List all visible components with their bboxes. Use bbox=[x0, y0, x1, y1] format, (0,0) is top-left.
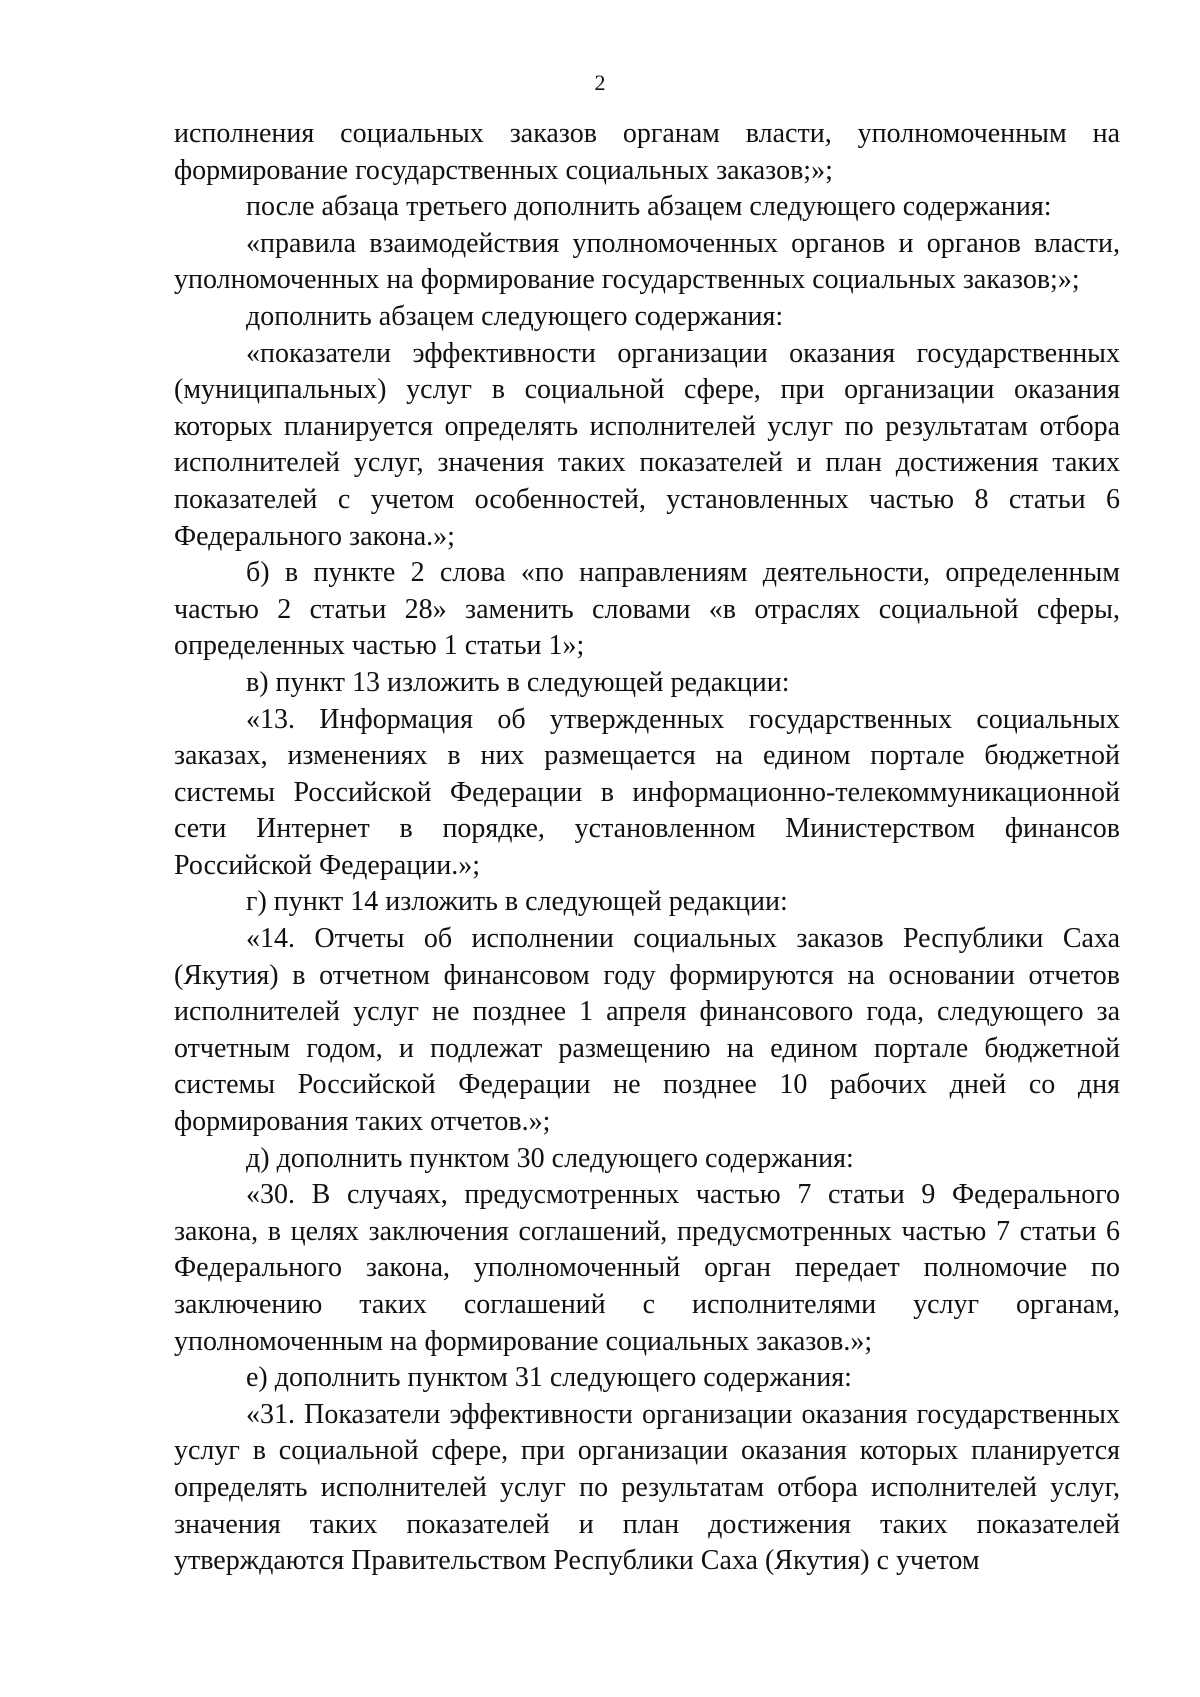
paragraph-continuation: исполнения социальных заказов органам власти, уполномоченным на формирование государственных социальных заказов;»; bbox=[174, 118, 1120, 186]
paragraph-clause-13: «13. Информация об утвержденных государственных социальных заказах, изменениях в них размещается на едином портале бюджетной системы Российской Федерации в информационно-телекоммуникационной сети Интернет в порядке, установленном Министерством финансов Российской Федерации.»; bbox=[174, 703, 1120, 881]
paragraph-item-e: е) дополнить пунктом 31 следующего содержания: bbox=[246, 1362, 852, 1394]
paragraph-quoted-indicators: «показатели эффективности организации оказания государственных (муниципальных) услуг в социальной сфере, при организации оказания которых планируется определять исполнителей услуг по результатам отбора исполнителей услуг, значения таких показателей и план достижения таких показателей с учетом особенностей, установленных частью 8 статьи 6 Федерального закона.»; bbox=[174, 337, 1120, 552]
paragraph-amendment-intro: дополнить абзацем следующего содержания: bbox=[246, 300, 784, 332]
paragraph-item-v: в) пункт 13 изложить в следующей редакции: bbox=[246, 666, 790, 698]
paragraph-item-d: д) дополнить пунктом 30 следующего содержания: bbox=[246, 1142, 854, 1174]
paragraph-quoted-rules: «правила взаимодействия уполномоченных органов и органов власти, уполномоченных на формирование государственных социальных заказов;»; bbox=[174, 227, 1120, 296]
paragraph-clause-14: «14. Отчеты об исполнении социальных заказов Республики Саха (Якутия) в отчетном финансовом году формируются на основании отчетов исполнителей услуг не позднее 1 апреля финансового года, следующего за отчетным годом, и подлежат размещению на едином портале бюджетной системы Российской Федерации не позднее 10 рабочих дней со дня формирования таких отчетов.»; bbox=[174, 923, 1120, 1138]
page-number: 2 bbox=[594, 70, 606, 95]
document-body bbox=[174, 116, 1120, 1580]
paragraph-item-g: г) пункт 14 изложить в следующей редакции: bbox=[246, 886, 788, 918]
paragraph-clause-31: «31. Показатели эффективности организации оказания государственных услуг в социальной сфере, при организации оказания которых планируется определять исполнителей услуг по результатам отбора исполнителей услуг, значения таких показателей и план достижения таких показателей утверждаются Правительством Республики Саха (Якутия) с учетом bbox=[174, 1398, 1120, 1577]
paragraph-amendment-intro: после абзаца третьего дополнить абзацем следующего содержания: bbox=[246, 191, 1052, 223]
paragraph-clause-30: «30. В случаях, предусмотренных частью 7 статьи 9 Федерального закона, в целях заключения соглашений, предусмотренных частью 7 статьи 6 Федерального закона, уполномоченный орган передает полномочие по заключению таких соглашений с исполнителями услуг органам, уполномоченным на формирование социальных заказов.»; bbox=[174, 1179, 1120, 1357]
paragraph-item-b: б) в пункте 2 слова «по направлениям деятельности, определенным частью 2 статьи 28» заменить словами «в отраслях социальной сферы, определенных частью 1 статьи 1»; bbox=[174, 557, 1120, 662]
